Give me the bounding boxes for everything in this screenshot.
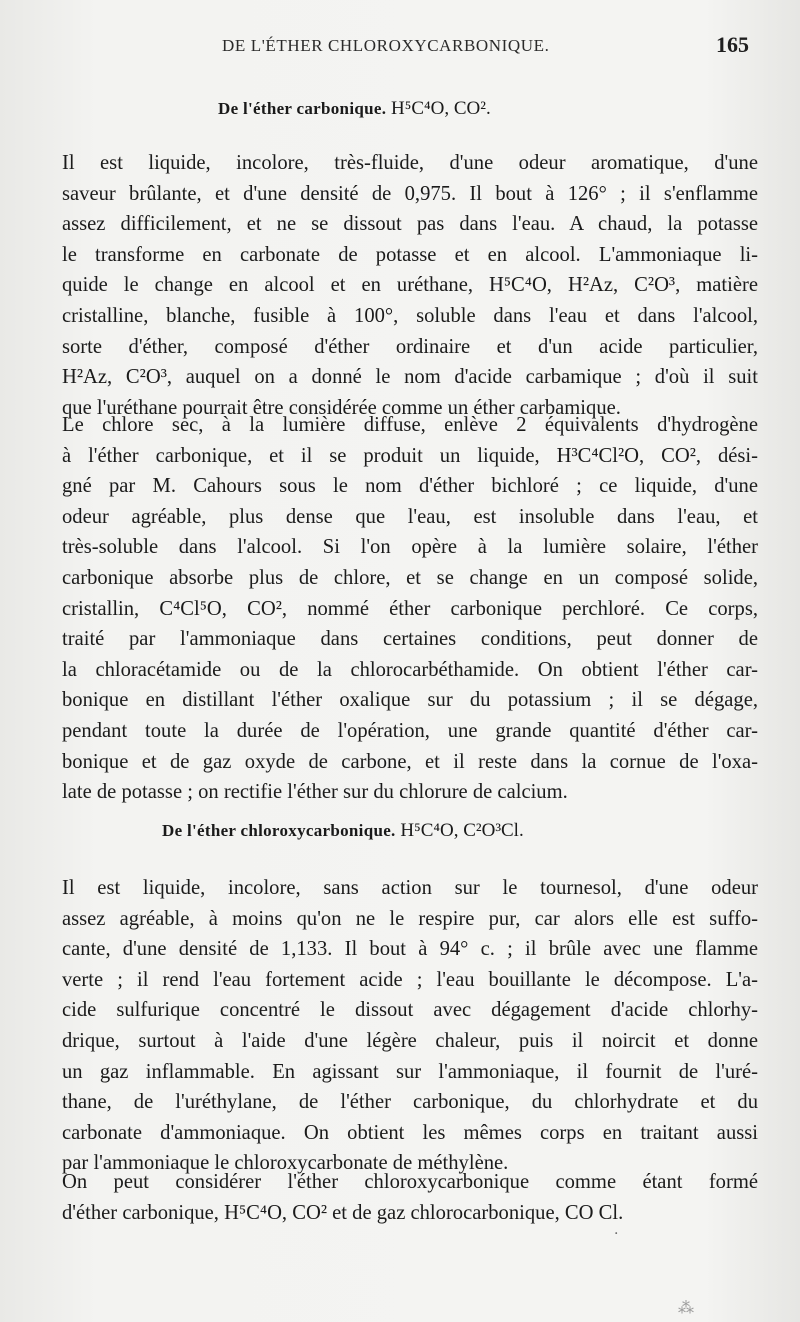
paragraph [62, 1167, 758, 1228]
section-title-ether-carbonique [218, 98, 491, 120]
text-line: odeur agréable, plus dense que l'eau, est insoluble dans l'eau, et [62, 505, 758, 528]
running-head: DE L'ÉTHER CHLOROXYCARBONIQUE. [222, 36, 550, 55]
text-line: late de potasse ; on rectifie l'éther sur du chlorure de calcium. [62, 781, 568, 804]
text-line: cante, d'une densité de 1,133. Il bout à 94° c. ; il brûle avec une flamme [62, 938, 758, 961]
section-title-formula: H⁵C⁴O, CO². [391, 98, 491, 119]
page-number: 165 [716, 32, 749, 57]
paragraph [62, 148, 758, 423]
text-line: à l'éther carbonique, et il se produit un liquide, H³C⁴Cl²O, CO², dési- [62, 444, 758, 467]
text-line: Il est liquide, incolore, très-fluide, d'une odeur aromatique, d'une [62, 152, 758, 174]
text-line: bonique et de gaz oxyde de carbone, et il reste dans la cornue de l'oxa- [62, 750, 758, 773]
text-line: pendant toute la durée de l'opération, une grande quantité d'éther car- [62, 719, 758, 742]
text-line: gné par M. Cahours sous le nom d'éther bichloré ; ce liquide, d'une [62, 475, 758, 498]
paragraph [62, 873, 758, 1179]
text-line: H²Az, C²O³, auquel on a donné le nom d'acide carbamique ; d'où il suit [62, 366, 758, 389]
paragraph [62, 410, 758, 808]
ink-smudge: ⁂ [678, 1298, 694, 1317]
text-line: le transforme en carbonate de potasse et en alcool. L'ammoniaque li- [62, 243, 758, 266]
text-line: Il est liquide, incolore, sans action sur le tournesol, d'une odeur [62, 877, 758, 899]
text-line: Le chlore sec, à la lumière diffuse, enlève 2 équivalents d'hydrogène [62, 414, 758, 436]
section-title-lead: De l'éther chloroxycarbonique. [162, 821, 396, 840]
text-line: traité par l'ammoniaque dans certaines conditions, peut donner de [62, 628, 758, 651]
text-line: On peut considérer l'éther chloroxycarbonique comme étant formé [62, 1171, 758, 1193]
text-line: carbonique absorbe plus de chlore, et se change en un composé solide, [62, 566, 758, 589]
text-line: thane, de l'uréthylane, de l'éther carbonique, du chlorhydrate et du [62, 1091, 758, 1114]
text-line: assez difficilement, et ne se dissout pas dans l'eau. A chaud, la potasse [62, 213, 758, 236]
text-line: cristallin, C⁴Cl⁵O, CO², nommé éther carbonique perchloré. Ce corps, [62, 597, 758, 620]
text-line: cristalline, blanche, fusible à 100°, soluble dans l'eau et dans l'alcool, [62, 304, 758, 327]
text-line: la chloracétamide ou de la chlorocarbéthamide. On obtient l'éther car- [62, 658, 758, 681]
text-line: carbonate d'ammoniaque. On obtient les mêmes corps en traitant aussi [62, 1121, 758, 1144]
text-line: assez agréable, à moins qu'on ne le respire pur, car alors elle est suffo- [62, 907, 758, 930]
text-line: que l'uréthane pourrait être considérée comme un éther carbamique. [62, 396, 621, 419]
text-line: d'éther carbonique, H⁵C⁴O, CO² et de gaz chlorocarbonique, CO Cl. [62, 1201, 624, 1224]
text-line: drique, surtout à l'aide d'une légère chaleur, puis il noircit et donne [62, 1029, 758, 1052]
text-line: saveur brûlante, et d'une densité de 0,975. Il bout à 126° ; il s'enflamme [62, 182, 758, 205]
ink-speck: · [614, 1226, 619, 1242]
text-line: très-soluble dans l'alcool. Si l'on opère à la lumière solaire, l'éther [62, 536, 758, 559]
text-line: sorte d'éther, composé d'éther ordinaire et d'un acide particulier, [62, 335, 758, 358]
text-line: bonique en distillant l'éther oxalique sur du potassium ; il se dégage, [62, 689, 758, 712]
text-line: par l'ammoniaque le chloroxycarbonate de méthylène. [62, 1152, 509, 1175]
text-line: un gaz inflammable. En agissant sur l'ammoniaque, il fournit de l'uré- [62, 1060, 758, 1083]
text-line: cide sulfurique concentré le dissout avec dégagement d'acide chlorhy- [62, 999, 758, 1022]
section-title-ether-chloroxycarbonique [162, 820, 524, 842]
text-line: verte ; il rend l'eau fortement acide ; l'eau bouillante le décompose. L'a- [62, 968, 758, 991]
text-line: quide le change en alcool et en uréthane, H⁵C⁴O, H²Az, C²O³, matière [62, 274, 758, 297]
section-title-formula: H⁵C⁴O, C²O³Cl. [400, 820, 524, 841]
section-title-lead: De l'éther carbonique. [218, 99, 387, 118]
